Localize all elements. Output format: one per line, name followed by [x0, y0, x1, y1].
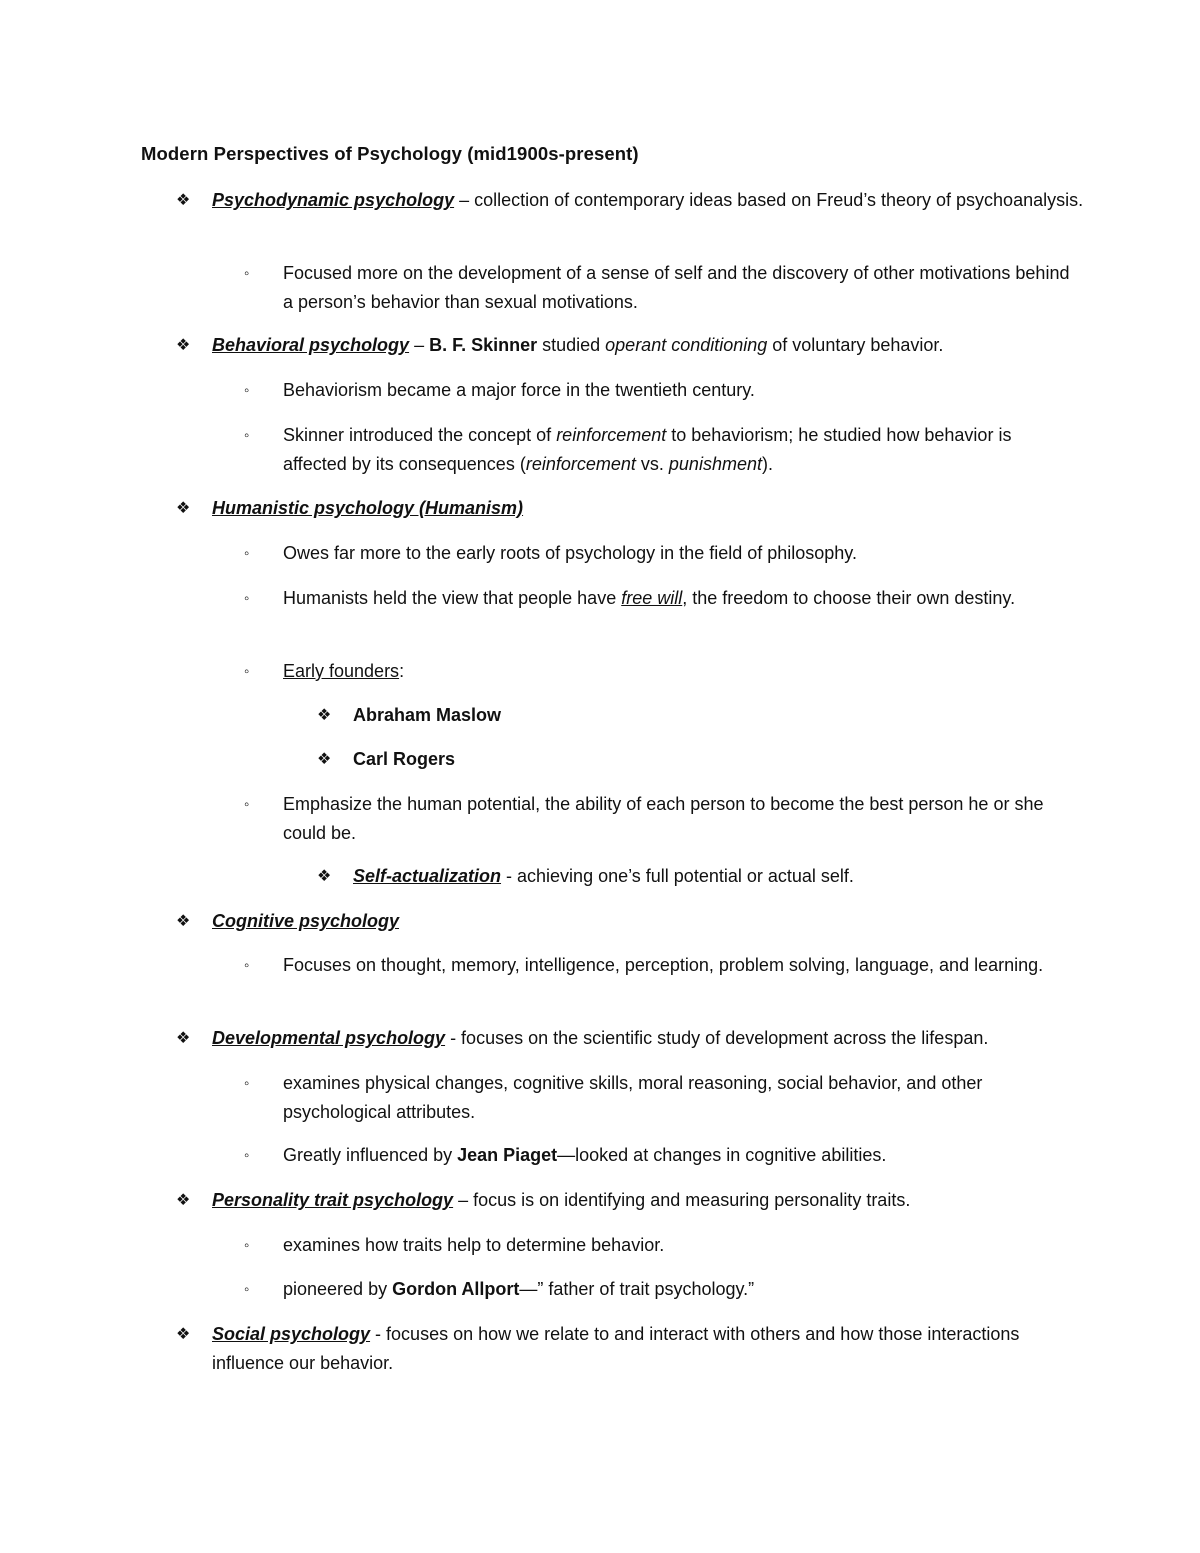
- diamond-bullet-icon: ❖: [317, 707, 332, 724]
- term-self-actualization: Self-actualization: [353, 866, 502, 886]
- page-title: Modern Perspectives of Psychology (mid1900s-present): [141, 143, 639, 164]
- term-social: Social psychology: [212, 1324, 371, 1344]
- list-item: Behaviorism became a major force in the twentieth century.: [283, 380, 755, 400]
- circle-bullet-icon: ◦: [244, 663, 250, 680]
- diamond-bullet-icon: ❖: [176, 192, 191, 209]
- diamond-bullet-icon: ❖: [317, 868, 332, 885]
- term-cognitive: Cognitive psychology: [212, 911, 400, 931]
- circle-bullet-icon: ◦: [244, 1147, 250, 1164]
- circle-bullet-icon: ◦: [244, 1075, 250, 1092]
- term-psychodynamic: Psychodynamic psychology: [212, 190, 455, 210]
- diamond-bullet-icon: ❖: [317, 751, 332, 768]
- list-item: pioneered by Gordon Allport—” father of trait psychology.”: [283, 1279, 755, 1299]
- diamond-bullet-icon: ❖: [176, 1192, 191, 1209]
- list-item-personality: Personality trait psychology – focus is on identifying and measuring personality traits.: [212, 1190, 911, 1210]
- term-behavioral: Behavioral psychology: [212, 335, 410, 355]
- list-item: examines physical changes, cognitive skills, moral reasoning, social behavior, and other psychological attributes.: [283, 1073, 983, 1122]
- list-item-developmental: Developmental psychology - focuses on the scientific study of development across the lifespan.: [212, 1028, 989, 1048]
- list-item-humanistic: [212, 494, 1092, 523]
- circle-bullet-icon: ◦: [244, 957, 250, 974]
- list-item-behavioral: Behavioral psychology – B. F. Skinner studied operant conditioning of voluntary behavior.: [212, 335, 944, 355]
- founder-item: Abraham Maslow: [353, 705, 502, 725]
- diamond-bullet-icon: ❖: [176, 1326, 191, 1343]
- term-personality: Personality trait psychology: [212, 1190, 454, 1210]
- list-item: Greatly influenced by Jean Piaget—looked at changes in cognitive abilities.: [283, 1145, 887, 1165]
- circle-bullet-icon: ◦: [244, 265, 250, 282]
- diamond-bullet-icon: ❖: [176, 337, 191, 354]
- term-developmental: Developmental psychology: [212, 1028, 446, 1048]
- circle-bullet-icon: ◦: [244, 1237, 250, 1254]
- circle-bullet-icon: ◦: [244, 796, 250, 813]
- diamond-bullet-icon: ❖: [176, 913, 191, 930]
- founder-item: Carl Rogers: [353, 749, 456, 769]
- list-item: Owes far more to the early roots of psychology in the field of philosophy.: [283, 543, 857, 563]
- list-item: Focuses on thought, memory, intelligence, perception, problem solving, language, and learning.: [283, 955, 1044, 975]
- list-item: Humanists held the view that people have free will, the freedom to choose their own destiny.: [283, 588, 1016, 608]
- diamond-bullet-icon: ❖: [176, 500, 191, 517]
- list-item-cognitive: [212, 907, 1092, 936]
- diamond-bullet-icon: ❖: [176, 1030, 191, 1047]
- list-item-self-actualization: Self-actualization - achieving one’s full potential or actual self.: [353, 866, 854, 886]
- circle-bullet-icon: ◦: [244, 545, 250, 562]
- list-item: examines how traits help to determine behavior.: [283, 1235, 665, 1255]
- list-item-social: Social psychology - focuses on how we relate to and interact with others and how those interactions influence our behavior.: [212, 1324, 1020, 1373]
- list-item: Skinner introduced the concept of reinforcement to behaviorism; he studied how behavior is affected by its consequences (reinforcement vs. punishment).: [283, 425, 1012, 474]
- circle-bullet-icon: ◦: [244, 590, 250, 607]
- list-item-psychodynamic: Psychodynamic psychology – collection of contemporary ideas based on Freud’s theory of psychoanalysis.: [212, 190, 1084, 210]
- list-item: Emphasize the human potential, the ability of each person to become the best person he or she could be.: [283, 794, 1044, 843]
- circle-bullet-icon: ◦: [244, 382, 250, 399]
- term-humanistic: Humanistic psychology (Humanism): [212, 498, 524, 518]
- list-item: Focused more on the development of a sense of self and the discovery of other motivations behind a person’s behavior than sexual motivations.: [283, 263, 1070, 312]
- circle-bullet-icon: ◦: [244, 427, 250, 444]
- circle-bullet-icon: ◦: [244, 1281, 250, 1298]
- list-item: Early founders:: [283, 661, 405, 681]
